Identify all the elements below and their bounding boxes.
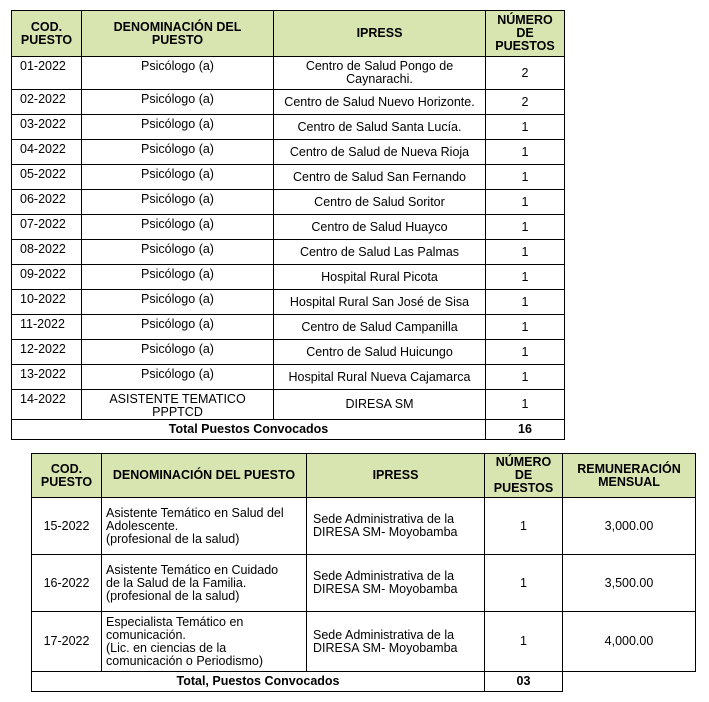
table-header-row [12, 11, 565, 57]
table-row [12, 90, 565, 115]
cell-position: Psicólogo (a) [82, 315, 274, 340]
cell-count: 1 [486, 165, 565, 190]
cell-position: Psicólogo (a) [82, 265, 274, 290]
cell-code: 11-2022 [12, 315, 82, 340]
table-row [12, 265, 565, 290]
table-row [12, 140, 565, 165]
positions-table-2 [31, 453, 696, 692]
header-cod-puesto: COD. PUESTO [12, 11, 82, 57]
cell-ipress: Centro de Salud Santa Lucía. [274, 115, 486, 140]
cell-position: ASISTENTE TEMATICO PPPTCD [82, 390, 274, 420]
cell-position: Psicólogo (a) [82, 365, 274, 390]
cell-count: 1 [485, 498, 563, 555]
cell-ipress: Centro de Salud Soritor [274, 190, 486, 215]
table-row [12, 290, 565, 315]
cell-ipress: Hospital Rural Nueva Cajamarca [274, 365, 486, 390]
table-1-body [12, 57, 565, 440]
total-label: Total, Puestos Convocados [32, 672, 485, 692]
table-row [12, 390, 565, 420]
cell-code: 10-2022 [12, 290, 82, 315]
cell-ipress: Centro de Salud Las Palmas [274, 240, 486, 265]
total-value: 16 [486, 420, 565, 440]
cell-ipress: Centro de Salud Nuevo Horizonte. [274, 90, 486, 115]
cell-code: 14-2022 [12, 390, 82, 420]
cell-position: Psicólogo (a) [82, 90, 274, 115]
header-denominacion: DENOMINACIÓN DEL PUESTO [102, 454, 307, 498]
cell-salary: 3,000.00 [563, 498, 696, 555]
cell-position: Asistente Temático en Cuidado de la Salud de la Familia. (profesional de la salud) [102, 555, 307, 612]
cell-code: 17-2022 [32, 612, 102, 672]
cell-count: 1 [486, 315, 565, 340]
table-row [32, 555, 696, 612]
cell-count: 1 [486, 365, 565, 390]
header-denominacion: DENOMINACIÓN DEL PUESTO [82, 11, 274, 57]
cell-ipress: Hospital Rural San José de Sisa [274, 290, 486, 315]
table-row [12, 215, 565, 240]
cell-code: 09-2022 [12, 265, 82, 290]
cell-count: 2 [486, 90, 565, 115]
cell-code: 13-2022 [12, 365, 82, 390]
header-numero-puestos: NÚMERO DE PUESTOS [485, 454, 563, 498]
header-numero-puestos: NÚMERO DE PUESTOS [486, 11, 565, 57]
cell-count: 2 [486, 57, 565, 90]
header-ipress: IPRESS [274, 11, 486, 57]
table-header-row [32, 454, 696, 498]
cell-count: 1 [485, 612, 563, 672]
total-label: Total Puestos Convocados [12, 420, 486, 440]
table-row [12, 165, 565, 190]
table-row [12, 115, 565, 140]
table-row [12, 240, 565, 265]
cell-code: 01-2022 [12, 57, 82, 90]
cell-code: 05-2022 [12, 165, 82, 190]
cell-ipress: Sede Administrativa de la DIRESA SM- Moyobamba [307, 612, 485, 672]
cell-position: Asistente Temático en Salud del Adolescente. (profesional de la salud) [102, 498, 307, 555]
table-row [32, 612, 696, 672]
cell-position: Psicólogo (a) [82, 340, 274, 365]
cell-code: 02-2022 [12, 90, 82, 115]
cell-position: Psicólogo (a) [82, 290, 274, 315]
total-value: 03 [485, 672, 563, 692]
cell-count: 1 [486, 215, 565, 240]
cell-count: 1 [486, 290, 565, 315]
cell-code: 06-2022 [12, 190, 82, 215]
cell-count: 1 [486, 265, 565, 290]
cell-code: 03-2022 [12, 115, 82, 140]
cell-position: Psicólogo (a) [82, 190, 274, 215]
total-row [32, 672, 696, 692]
cell-position: Psicólogo (a) [82, 140, 274, 165]
table-row [12, 190, 565, 215]
positions-table-1 [11, 10, 565, 440]
cell-position: Especialista Temático en comunicación. (Lic. en ciencias de la comunicación o Periodismo) [102, 612, 307, 672]
table-row [12, 365, 565, 390]
table-row [12, 57, 565, 90]
cell-count: 1 [486, 240, 565, 265]
cell-ipress: Sede Administrativa de la DIRESA SM- Moyobamba [307, 555, 485, 612]
cell-count: 1 [486, 390, 565, 420]
header-cod-puesto: COD. PUESTO [32, 454, 102, 498]
cell-code: 07-2022 [12, 215, 82, 240]
cell-position: Psicólogo (a) [82, 165, 274, 190]
cell-code: 12-2022 [12, 340, 82, 365]
cell-ipress: Centro de Salud Campanilla [274, 315, 486, 340]
cell-ipress: Centro de Salud de Nueva Rioja [274, 140, 486, 165]
table-2-body [32, 498, 696, 692]
header-ipress: IPRESS [307, 454, 485, 498]
table-row [12, 315, 565, 340]
cell-position: Psicólogo (a) [82, 57, 274, 90]
cell-count: 1 [486, 340, 565, 365]
cell-position: Psicólogo (a) [82, 115, 274, 140]
cell-ipress: Centro de Salud Huayco [274, 215, 486, 240]
cell-salary: 4,000.00 [563, 612, 696, 672]
table-row [32, 498, 696, 555]
cell-ipress: Hospital Rural Picota [274, 265, 486, 290]
cell-code: 16-2022 [32, 555, 102, 612]
cell-ipress: Centro de Salud Huicungo [274, 340, 486, 365]
cell-code: 08-2022 [12, 240, 82, 265]
cell-ipress: Centro de Salud Pongo de Caynarachi. [274, 57, 486, 90]
table-row [12, 340, 565, 365]
cell-count: 1 [485, 555, 563, 612]
cell-count: 1 [486, 190, 565, 215]
cell-count: 1 [486, 115, 565, 140]
cell-ipress: Centro de Salud San Fernando [274, 165, 486, 190]
cell-code: 04-2022 [12, 140, 82, 165]
cell-code: 15-2022 [32, 498, 102, 555]
cell-salary: 3,500.00 [563, 555, 696, 612]
cell-ipress: Sede Administrativa de la DIRESA SM- Moyobamba [307, 498, 485, 555]
cell-count: 1 [486, 140, 565, 165]
cell-position: Psicólogo (a) [82, 240, 274, 265]
cell-ipress: DIRESA SM [274, 390, 486, 420]
total-row [12, 420, 565, 440]
cell-position: Psicólogo (a) [82, 215, 274, 240]
empty-cell [563, 672, 696, 692]
header-remuneracion: REMUNERACIÓN MENSUAL [563, 454, 696, 498]
